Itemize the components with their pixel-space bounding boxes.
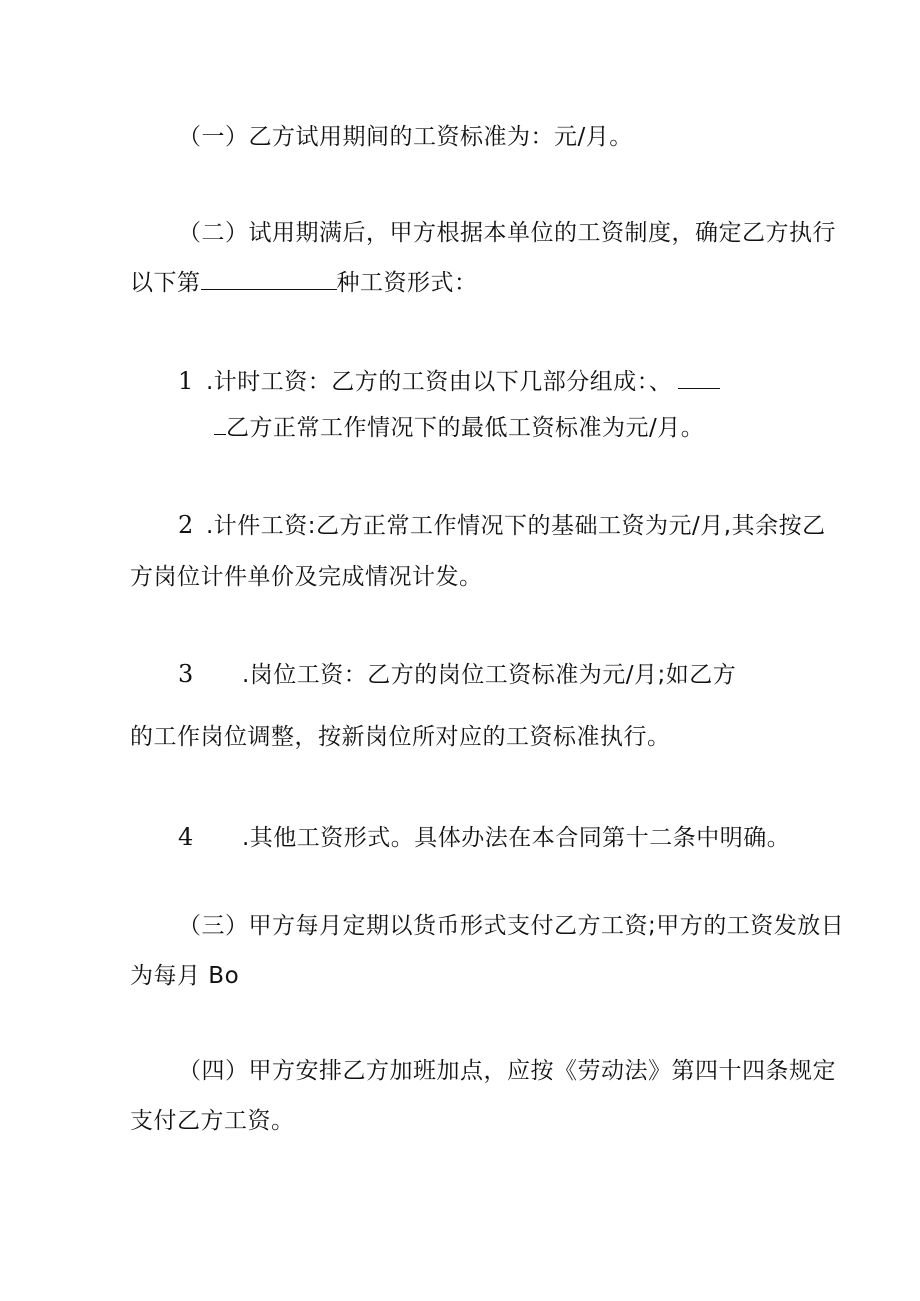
item-3-line-1 bbox=[178, 659, 736, 690]
item-2-line-1 bbox=[178, 510, 826, 541]
item-4-number: 4 bbox=[178, 823, 194, 851]
para-1-text: （一）乙方试用期间的工资标准为：元/月。 bbox=[178, 124, 633, 150]
para-4-text-line-1: （四）甲方安排乙方加班加点，应按《劳动法》第四十四条规定 bbox=[178, 1058, 836, 1084]
para-3-text-line-1: （三）甲方每月定期以货币形式支付乙方工资;甲方的工资发放日 bbox=[178, 913, 845, 939]
item-4-text-line-1: .其他工资形式。具体办法在本合同第十二条中明确。 bbox=[242, 825, 791, 851]
item-1-line-2 bbox=[214, 413, 704, 443]
para-4-line-1 bbox=[178, 1056, 836, 1086]
item-4-line-1 bbox=[178, 822, 790, 853]
item-1-text-line-1: .计时工资：乙方的工资由以下几部分组成：、 bbox=[206, 369, 673, 395]
para-3-text-line-2: 为每月 Bo bbox=[130, 963, 240, 989]
para-2-text-before-blank: 以下第 bbox=[130, 270, 201, 296]
item-1-blank-end bbox=[678, 368, 720, 389]
para-2-text-line-1: （二）试用期满后，甲方根据本单位的工资制度，确定乙方执行 bbox=[178, 220, 836, 246]
para-2-line-2 bbox=[130, 268, 478, 298]
para-2-text-after-blank: 种工资形式： bbox=[336, 270, 478, 296]
item-2-text-line-1: .计件工资:乙方正常工作情况下的基础工资为元/月,其余按乙 bbox=[206, 513, 826, 539]
item-3-text-line-1: .岗位工资：乙方的岗位工资标准为元/月;如乙方 bbox=[242, 662, 737, 688]
item-2-text-line-2: 方岗位计件单价及完成情况计发。 bbox=[130, 564, 483, 590]
para-4-line-2 bbox=[130, 1106, 295, 1136]
item-2-number: 2 bbox=[178, 511, 194, 539]
item-1-blank-start bbox=[214, 414, 226, 435]
para-4-text-line-2: 支付乙方工资。 bbox=[130, 1108, 295, 1134]
form-type-blank bbox=[201, 269, 337, 290]
item-3-text-line-2: 的工作岗位调整，按新岗位所对应的工资标准执行。 bbox=[130, 724, 671, 750]
item-1-number: 1 bbox=[178, 367, 194, 395]
para-1-line-1 bbox=[178, 122, 633, 152]
item-3-line-2 bbox=[130, 722, 671, 752]
para-3-line-1 bbox=[178, 911, 844, 941]
item-2-line-2 bbox=[130, 562, 483, 592]
item-1-text-line-2: 乙方正常工作情况下的最低工资标准为元/月。 bbox=[226, 415, 705, 441]
item-1-line-1 bbox=[178, 366, 720, 397]
item-3-number: 3 bbox=[178, 660, 194, 688]
para-2-line-1 bbox=[178, 218, 836, 248]
para-3-line-2 bbox=[130, 961, 239, 991]
